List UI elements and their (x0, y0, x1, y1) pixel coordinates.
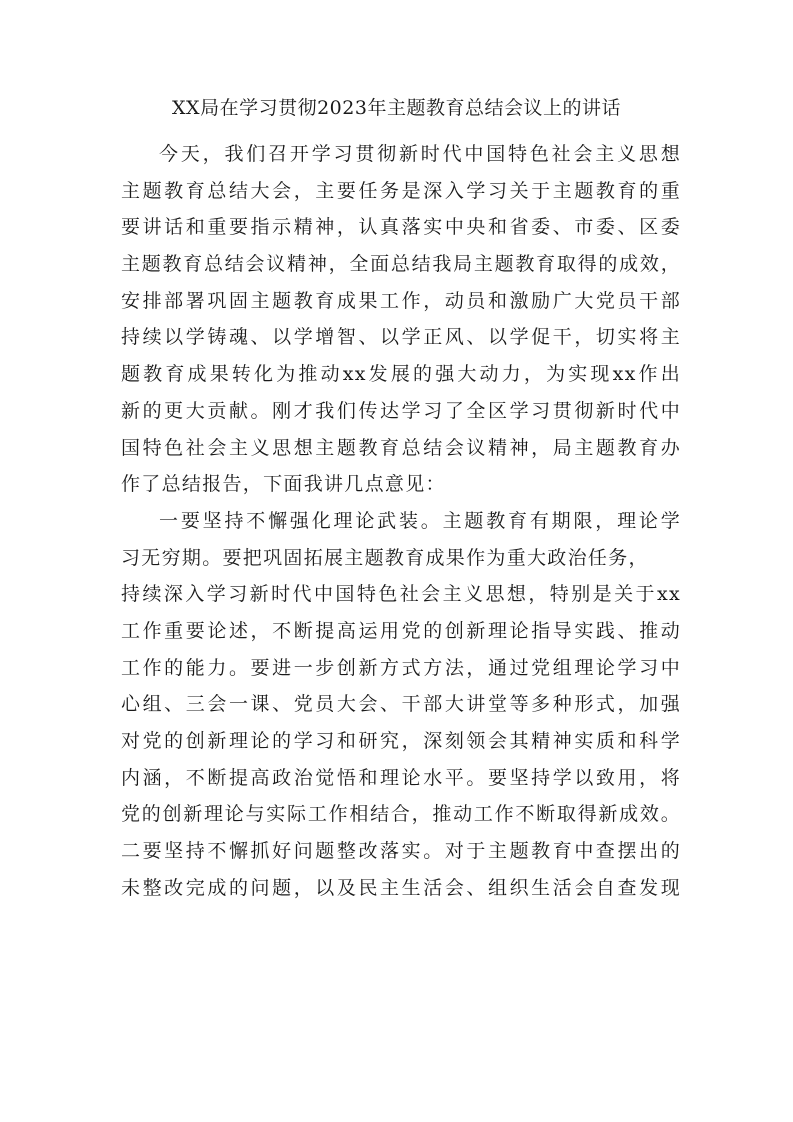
text-line: 主题教育总结大会，主要任务是深入学习关于主题教育的重 (121, 179, 681, 202)
text-line: 今天，我们召开学习贯彻新时代中国特色社会主义思想 (159, 143, 681, 165)
text-line: 持续以学铸魂、以学增智、以学正风、以学促干，切实将主 (121, 326, 681, 349)
text-line: 心组、三会一课、党员大会、干部大讲堂等多种形式，加强 (121, 693, 681, 716)
text-line: 对党的创新理论的学习和研究，深刻领会其精神实质和科学 (121, 730, 681, 752)
text-line: 国特色社会主义思想主题教育总结会议精神，局主题教育办 (121, 436, 681, 459)
text-line: 工作重要论述，不断提高运用党的创新理论指导实践、推动 (121, 619, 681, 642)
text-line: 内涵，不断提高政治觉悟和理论水平。要坚持学以致用，将 (121, 766, 681, 789)
text-line: 要讲话和重要指示精神，认真落实中央和省委、市委、区委 (121, 216, 681, 239)
text-line: 安排部署巩固主题教育成果工作，动员和激励广大党员干部 (121, 289, 681, 312)
text-line: 党的创新理论与实际工作相结合，推动工作不断取得新成效。 (121, 803, 681, 826)
text-line: 一要坚持不懈强化理论武装。主题教育有期限，理论学 (159, 509, 681, 532)
text-line: 主题教育总结会议精神，全面总结我局主题教育取得的成效， (121, 253, 681, 276)
text-line: 新的更大贡献。刚才我们传达学习了全区学习贯彻新时代中 (121, 399, 681, 422)
text-line: 持续深入学习新时代中国特色社会主义思想，特别是关于xx (121, 583, 681, 606)
text-line: 未整改完成的问题，以及民主生活会、组织生活会自查发现 (121, 876, 681, 899)
document-body (121, 136, 681, 906)
text-line: 工作的能力。要进一步创新方式方法，通过党组理论学习中 (121, 656, 681, 679)
text-line: 习无穷期。要把巩固拓展主题教育成果作为重大政治任务， (121, 546, 649, 569)
text-line: 二要坚持不懈抓好问题整改落实。对于主题教育中查摆出的 (121, 840, 681, 863)
text-line: 作了总结报告，下面我讲几点意见： (121, 473, 446, 496)
document-title: XX局在学习贯彻2023年主题教育总结会议上的讲话 (172, 97, 621, 119)
text-line: 题教育成果转化为推动xx发展的强大动力，为实现xx作出 (121, 363, 681, 386)
